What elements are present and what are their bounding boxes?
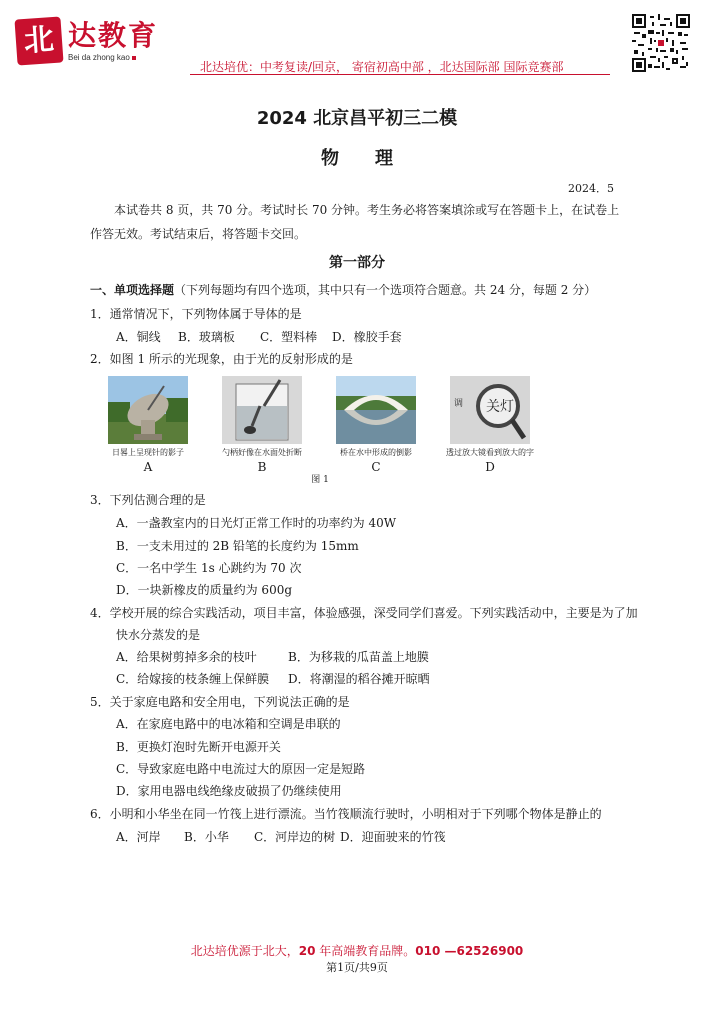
option: B．为移栽的瓜苗盖上地膜 <box>288 650 429 664</box>
option-row <box>116 648 429 665</box>
question-stem-continued: 快水分蒸发的是 <box>116 628 201 642</box>
option: C．导致家庭电路中电流过大的原因一定是短路 <box>116 762 366 776</box>
option: C．塑料棒 <box>260 330 318 344</box>
qr-code-icon <box>632 14 690 72</box>
footer-slogan: 北达培优源于北大，20 年高端教育品牌。010 —62526900 <box>190 944 524 958</box>
section-header: 一、单项选择题（下列每题均有四个选项，其中只有一个选项符合题意。共 24 分，每题 2 分） <box>90 283 597 297</box>
exam-title: 2024 北京昌平初三二模 <box>256 108 458 129</box>
figure-caption: 透过放大镜看到放大的字 <box>446 448 534 457</box>
question-stem: 3．下列估测合理的是 <box>90 493 206 507</box>
exam-instructions: 本试卷共 8 页，共 70 分。考试时长 70 分钟。考生务必将答案填涂或写在答题卡上，在试卷上作答无效。考试结束后，将答题卡交回。 <box>90 203 620 241</box>
page-number: 第1页/共9页 <box>326 961 388 974</box>
header-slogan: 北达培优：中考复读/回京， 寄宿初高中部 ，北达国际部 国际竞赛部 <box>200 60 564 74</box>
bridge-reflection-photo <box>336 376 416 444</box>
option: B．更换灯泡时先断开电源开关 <box>116 740 281 754</box>
option: C．一名中学生 1s 心跳约为 70 次 <box>116 561 302 575</box>
logo-mark: 北 <box>14 16 63 65</box>
question-stem: 1．通常情况下，下列物体属于导体的是 <box>90 307 302 321</box>
question-stem: 5．关于家庭电路和安全用电，下列说法正确的是 <box>90 695 350 709</box>
svg-text:关灯: 关灯 <box>486 399 514 415</box>
header-divider <box>190 74 610 75</box>
figure-1 <box>100 376 540 486</box>
figure-caption: 勺柄好像在水面处折断 <box>222 448 302 457</box>
option: D．一块新橡皮的质量约为 600g <box>116 583 293 597</box>
option: B．一支未用过的 2B 铅笔的长度约为 15mm <box>116 539 359 553</box>
option: A．在家庭电路中的电冰箱和空调是串联的 <box>116 717 341 731</box>
option: D．家用电器电线绝缘皮破损了仍继续使用 <box>116 784 342 798</box>
figure-caption: 日晷上呈现针的影子 <box>112 448 184 457</box>
svg-text:调: 调 <box>454 399 464 409</box>
figure-caption: 桥在水中形成的倒影 <box>340 448 412 457</box>
page-header <box>0 0 714 80</box>
figure-label: 图 1 <box>311 475 329 485</box>
question-stem: 2．如图 1 所示的光现象，由于光的反射形成的是 <box>90 352 353 366</box>
exam-subject: 物理 <box>321 148 429 169</box>
option-row <box>116 328 402 345</box>
option: B．玻璃板 <box>178 330 235 344</box>
part-title: 第一部分 <box>329 255 385 271</box>
option: A．河岸 <box>116 830 161 844</box>
question-stem: 4．学校开展的综合实践活动，项目丰富，体验感强，深受同学们喜爱。下列实践活动中，主要是为了加 <box>90 606 638 620</box>
option: A．给果树剪掉多余的枝叶 <box>116 650 257 664</box>
option: B．小华 <box>184 830 229 844</box>
logo-subtitle: Bei da zhong kao <box>68 53 136 62</box>
figure-letter: B <box>257 460 267 474</box>
magnifier-photo <box>450 376 530 444</box>
figure-letter: D <box>485 460 495 474</box>
option: A．铜线 <box>116 330 161 344</box>
figure-item-d <box>442 376 538 474</box>
exam-date: 2024．5 <box>568 182 614 195</box>
figure-item-a <box>100 376 196 474</box>
figure-item-c <box>328 376 424 474</box>
question-stem: 6．小明和小华坐在同一竹筏上进行漂流。当竹筏顺流行驶时，小明相对于下列哪个物体是静止的 <box>90 807 602 821</box>
option-row <box>116 828 446 845</box>
sundial-photo <box>108 376 188 444</box>
option: D．将潮湿的稻谷摊开晾晒 <box>288 672 430 686</box>
option: C．给嫁接的枝条缠上保鲜膜 <box>116 672 270 686</box>
option: C．河岸边的树 <box>254 830 336 844</box>
option: D．迎面驶来的竹筏 <box>340 830 446 844</box>
option: D．橡胶手套 <box>332 330 402 344</box>
logo-name: 达教育 <box>68 19 159 52</box>
figure-letter: C <box>371 460 381 474</box>
option: A．一盏教室内的日光灯正常工作时的功率约为 40W <box>116 516 397 530</box>
option-row <box>116 670 430 687</box>
spoon-in-water-photo <box>222 376 302 444</box>
figure-item-b <box>214 376 310 474</box>
figure-letter: A <box>143 460 153 474</box>
